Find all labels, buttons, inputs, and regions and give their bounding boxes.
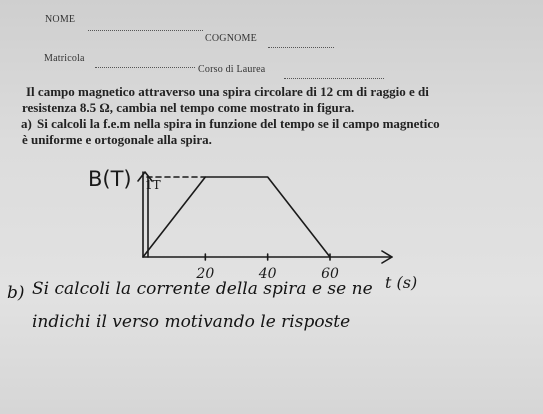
matricola-label: Matricola — [44, 53, 85, 64]
x-tick-label-60: 60 — [321, 266, 339, 282]
problem-line-1: Il campo magnetico attraverso una spira circolare di 12 cm di raggio e di — [26, 84, 429, 99]
handwritten-line-2: indichi il verso motivando le risposte — [32, 312, 351, 332]
corso-label: Corso di Laurea — [198, 64, 266, 75]
y-tick-label: 1T — [145, 178, 161, 192]
field-curve — [143, 177, 330, 257]
x-tick-label-20: 20 — [196, 266, 215, 282]
problem-line-2: resistenza 8.5 Ω, cambia nel tempo come mostrato in figura. — [22, 100, 355, 115]
y-axis-label: B(T) — [88, 167, 132, 191]
x-tick-label-40: 40 — [258, 266, 277, 282]
problem-part-a-label: a) — [21, 116, 32, 131]
x-axis-label: t (s) — [385, 273, 418, 292]
nome-label: NOME — [45, 14, 76, 25]
handwritten-part-b-label: b) — [7, 283, 25, 303]
cognome-label: COGNOME — [205, 33, 257, 44]
handwritten-line-1: Si calcoli la corrente della spira e se ne — [32, 279, 373, 299]
problem-line-3: Si calcoli la f.e.m nella spira in funzione del tempo se il campo magnetico — [37, 116, 440, 131]
problem-line-4: è uniforme e ortogonale alla spira. — [22, 132, 212, 147]
